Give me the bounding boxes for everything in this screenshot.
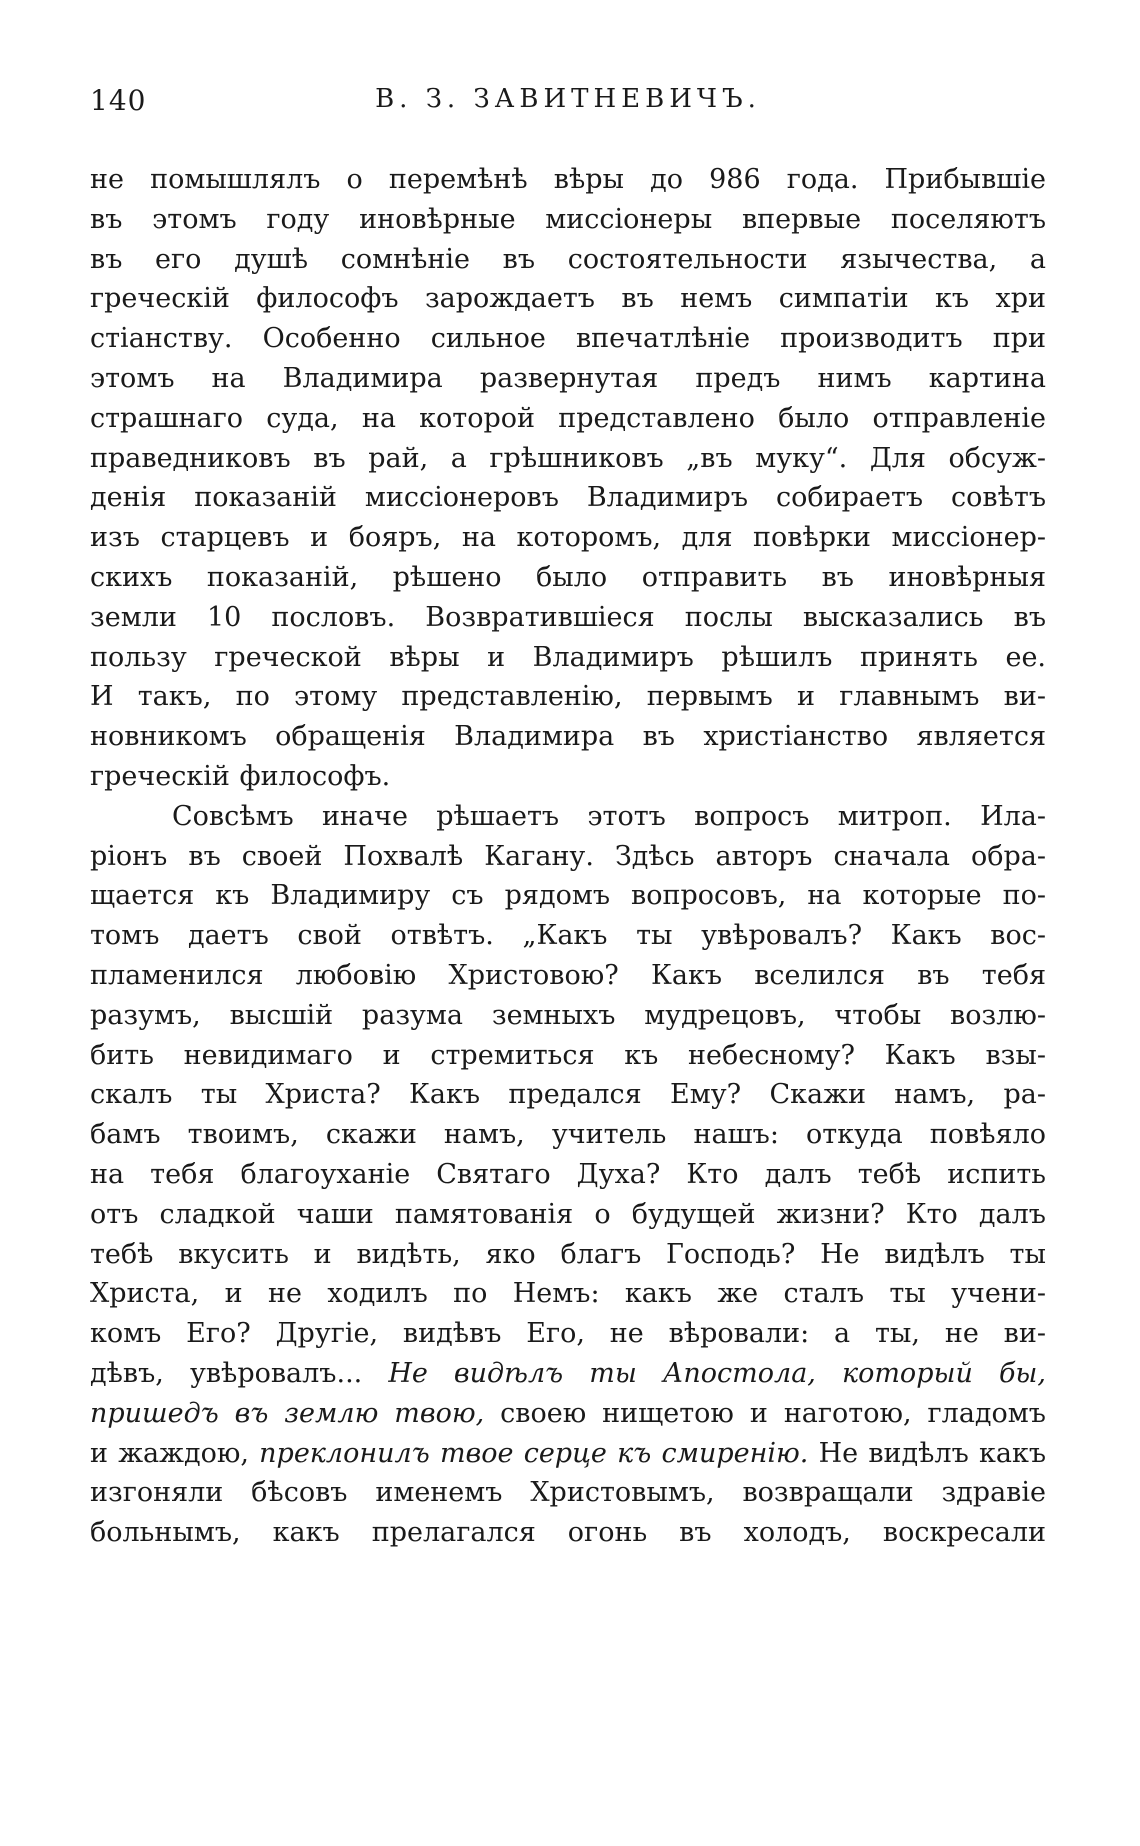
text-line: пользу греческой вѣры и Владимиръ рѣшилъ принять ее. — [90, 641, 1046, 673]
text-line: томъ даетъ свой отвѣтъ. „Какъ ты увѣровалъ? Какъ вос- — [90, 920, 1046, 952]
text-line: денія показаній миссіонеровъ Владимиръ собираетъ совѣтъ — [90, 482, 1046, 514]
text-line: стіанству. Особенно сильное впечатлѣніе производитъ при — [90, 323, 1046, 355]
text-line: страшнаго суда, на которой представлено было отправленіе — [90, 402, 1046, 434]
text-line: Совсѣмъ иначе рѣшаетъ этотъ вопросъ митроп. Ила- — [172, 800, 1046, 832]
page-number: 140 — [90, 84, 147, 117]
text-line: изъ старцевъ и бояръ, на которомъ, для повѣрки миссіонер- — [90, 522, 1046, 554]
text-line-italic-quote — [90, 1394, 1046, 1434]
text-line: разумъ, высшій разума земныхъ мудрецовъ, чтобы возлю- — [90, 999, 1046, 1031]
text-line: больнымъ, какъ прелагался огонь въ холодъ, воскресали — [90, 1517, 1046, 1549]
italic-quote: Не видѣлъ ты Апостола, который бы, — [388, 1357, 1046, 1389]
text-line-italic-quote — [90, 1354, 1046, 1394]
text-line: праведниковъ въ рай, а грѣшниковъ „въ муку“. Для обсуж- — [90, 442, 1046, 474]
paragraph-1 — [90, 160, 1046, 797]
text-line: греческій философъ. — [90, 760, 391, 792]
text-line: этомъ на Владимира развернутая предъ нимъ картина — [90, 362, 1046, 394]
text-line: И такъ, по этому представленію, первымъ и главнымъ ви- — [90, 681, 1046, 713]
text-line: на тебя благоуханіе Святаго Духа? Кто далъ тебѣ испить — [90, 1158, 1046, 1190]
text-line: новникомъ обращенія Владимира въ христіанство является — [90, 721, 1046, 753]
text-line: тебѣ вкусить и видѣть, яко благъ Господь? Не видѣлъ ты — [90, 1238, 1046, 1270]
italic-quote: преклонилъ твое серце къ смиренію. — [259, 1437, 809, 1469]
text-line: изгоняли бѣсовъ именемъ Христовымъ, возвращали здравіе — [90, 1477, 1046, 1509]
text-line: комъ Его? Другіе, видѣвъ Его, не вѣровали: а ты, не ви- — [90, 1318, 1046, 1350]
text-run: и жаждою, — [90, 1437, 260, 1469]
text-line-italic-quote — [90, 1434, 1046, 1474]
text-line: не помышлялъ о перемѣнѣ вѣры до 986 года. Прибывшіе — [90, 164, 1046, 195]
text-line: щается къ Владимиру съ рядомъ вопросовъ, на которые по- — [90, 880, 1046, 912]
text-run: своею нищетою и наготою, гладомъ — [484, 1397, 1046, 1429]
text-line: пламенился любовію Христовою? Какъ вселился въ тебя — [90, 959, 1046, 991]
text-line: ріонъ въ своей Похвалѣ Кагану. Здѣсь авторъ сначала обра- — [90, 840, 1046, 872]
text-line: скалъ ты Христа? Какъ предался Ему? Скажи намъ, ра- — [90, 1079, 1046, 1111]
text-run: дѣвъ, увѣровалъ... — [90, 1357, 389, 1389]
text-line: греческій философъ зарождаетъ въ немъ симпатіи къ хри — [90, 283, 1046, 315]
text-run: Не видѣлъ какъ — [808, 1437, 1047, 1469]
text-line: бамъ твоимъ, скажи намъ, учитель нашъ: откуда повѣяло — [90, 1119, 1046, 1151]
italic-quote: пришедъ въ землю твою, — [90, 1397, 485, 1429]
paragraph-2 — [90, 797, 1046, 1553]
text-line: бить невидимаго и стремиться къ небесному? Какъ взы- — [90, 1039, 1046, 1071]
text-line: въ этомъ году иновѣрные миссіонеры впервые поселяютъ — [90, 203, 1046, 235]
page-header — [90, 84, 1046, 124]
text-line: скихъ показаній, рѣшено было отправить въ иновѣрныя — [90, 561, 1046, 593]
text-line: земли 10 пословъ. Возвратившіеся послы высказались въ — [90, 601, 1046, 633]
body-text — [90, 160, 1046, 1553]
text-line: въ его душѣ сомнѣніе въ состоятельности язычества, а — [90, 243, 1046, 275]
text-line: Христа, и не ходилъ по Немъ: какъ же сталъ ты учени- — [90, 1278, 1046, 1310]
text-line: отъ сладкой чаши памятованія о будущей жизни? Кто далъ — [90, 1198, 1046, 1230]
running-head: В. З. ЗАВИТНЕВИЧЪ. — [375, 84, 761, 114]
